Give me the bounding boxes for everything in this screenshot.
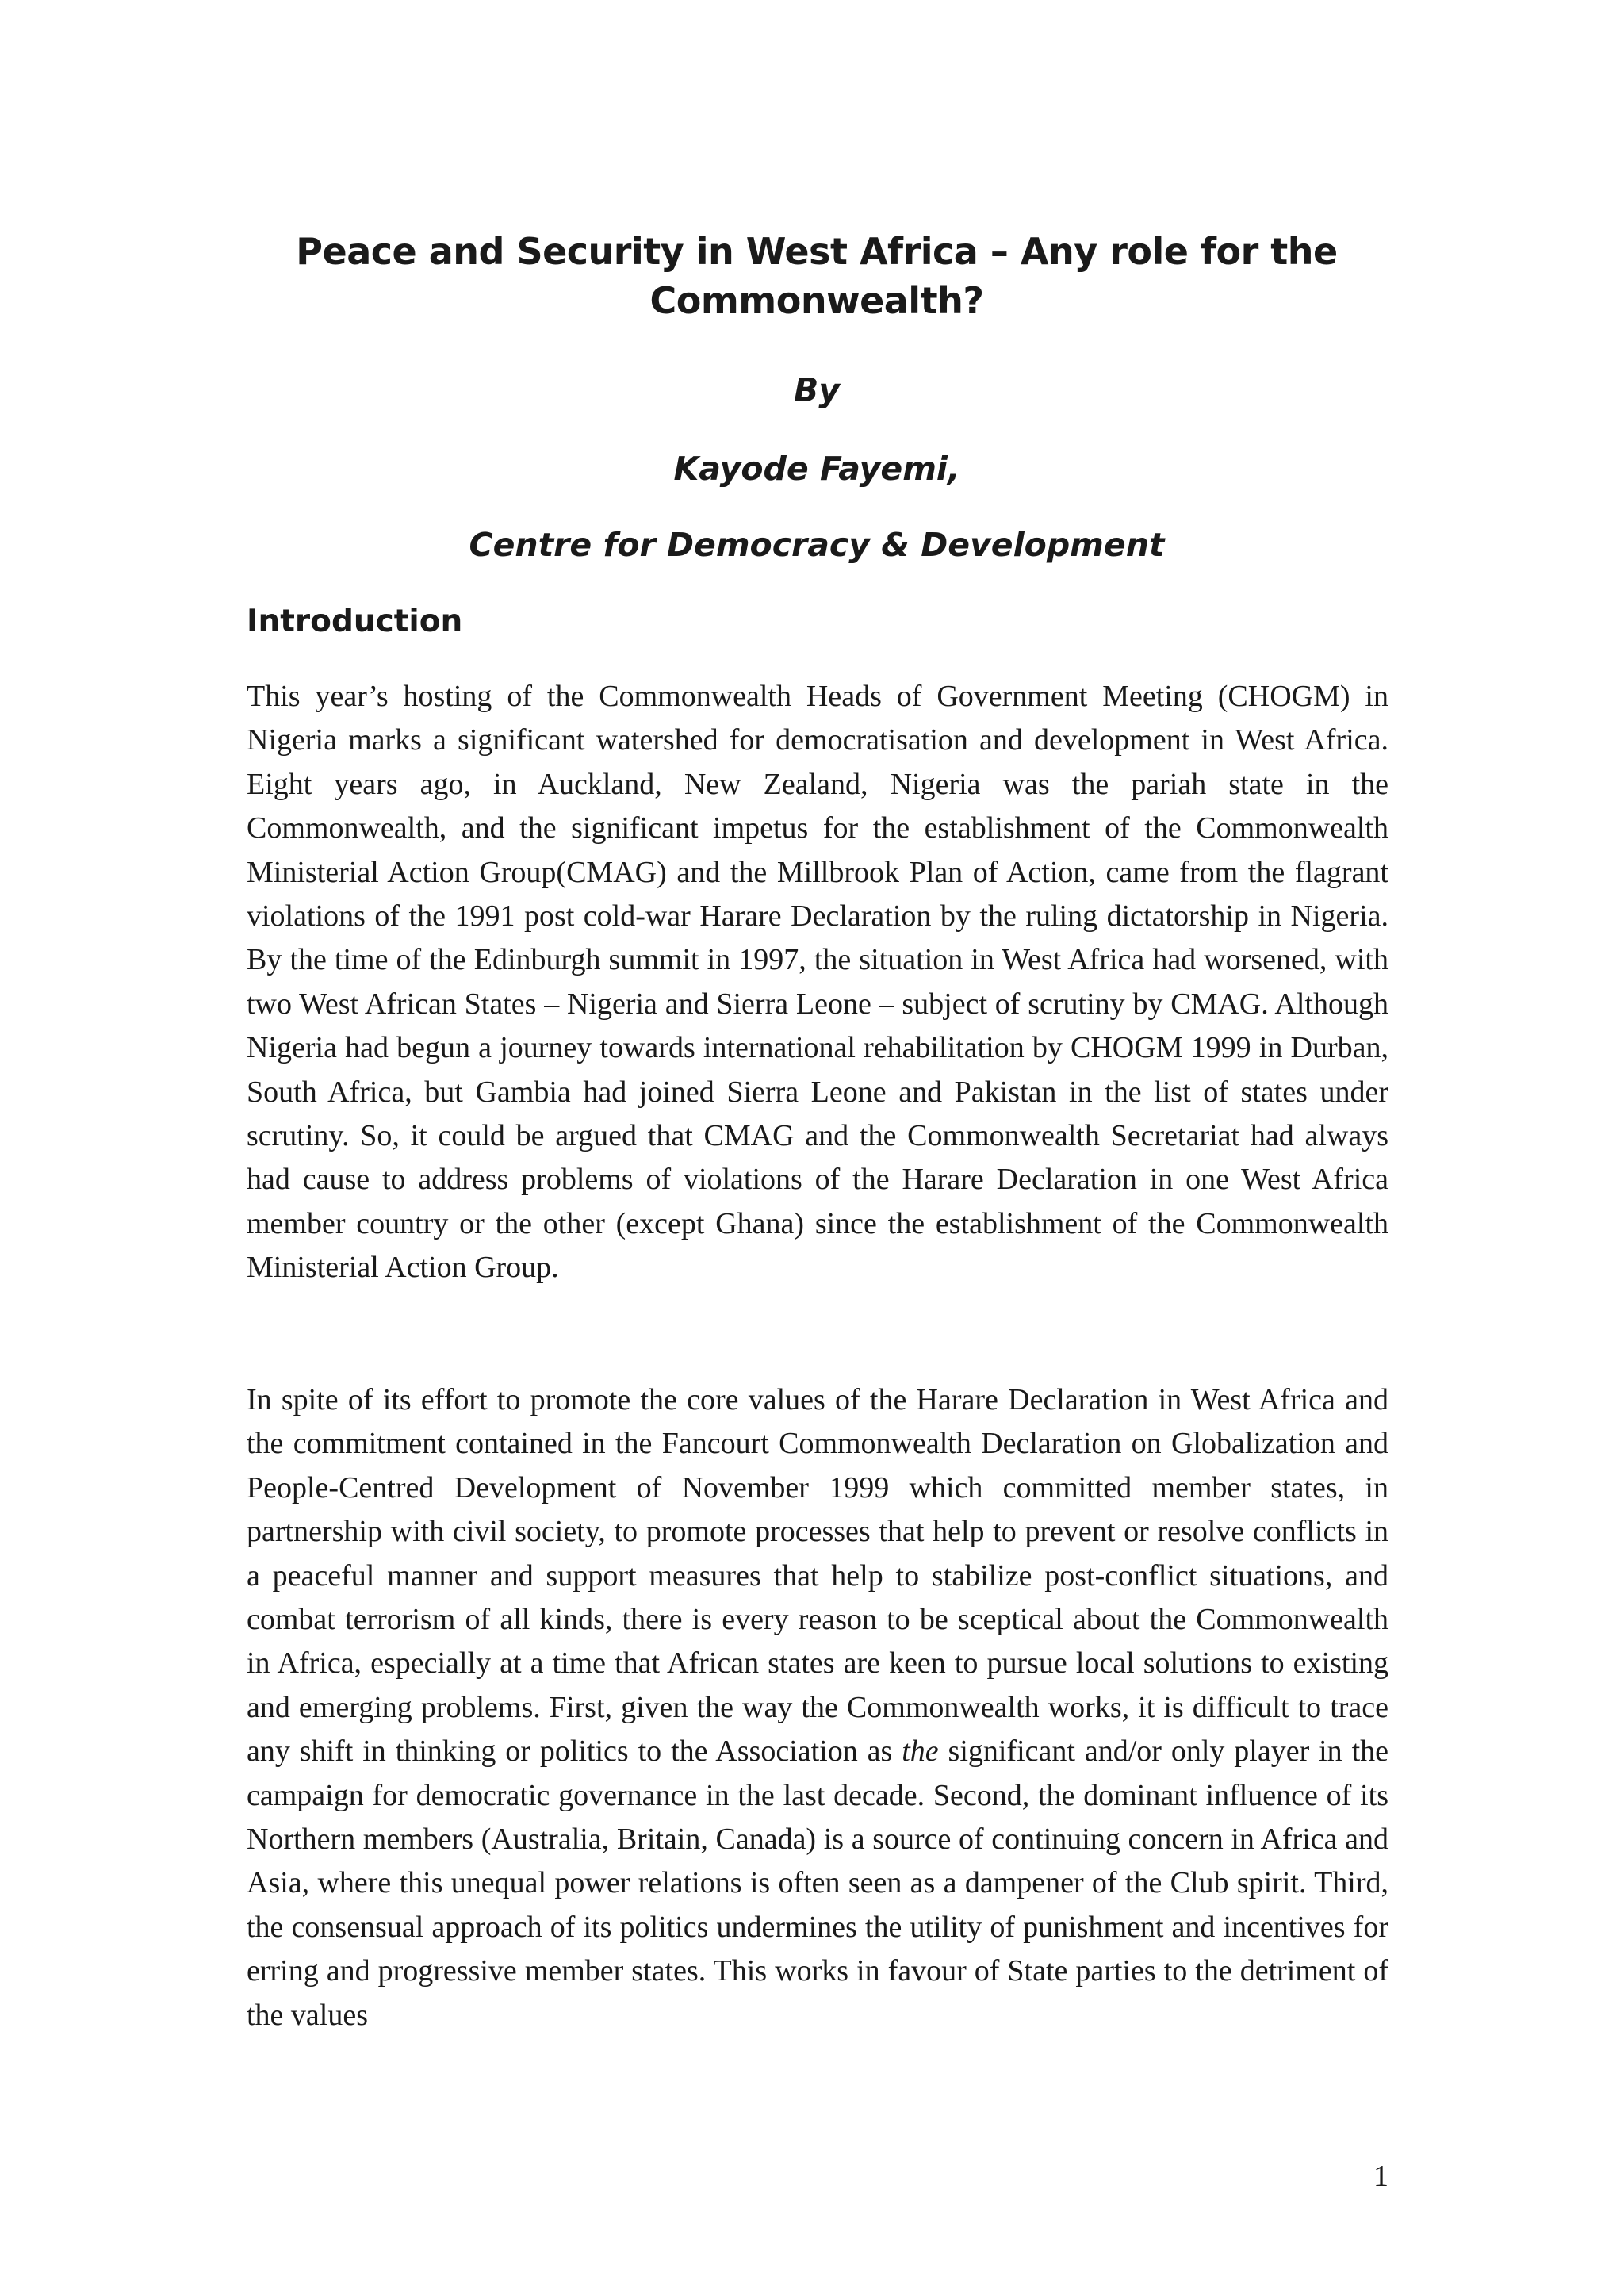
paragraph-text: In spite of its effort to promote the core values of the Harare Declaration in West Africa and the commitment contained in the Fancourt Commonwealth Declaration on Globalization and People-Centred Development of November 1999 which committed member states, in partnership with civil society, to promote processes that help to prevent or resolve conflicts in a peaceful manner and support measures that help to stabilize post-conflict situations, and combat terrorism of all kinds, there is every reason to be sceptical about the Commonwealth in Africa, especially at a time that African states are keen to pursue local solutions to existing and emerging problems. First, given the way the Commonwealth works, it is difficult to trace any shift in thinking or politics to the Association as	[247, 1383, 1388, 1769]
paragraph-text: significant and/or only player in the campaign for democratic governance in the last decade. Second, the dominant influence of its Northern members (Australia, Britain, Canada) is a source of continuing concern in Africa and Asia, where this unequal power relations is often seen as a dampener of the Club spirit. Third, the consensual approach of its politics undermines the utility of punishment and incentives for erring and progressive member states. This works in favour of State parties to the detriment of the values	[247, 1734, 1389, 2032]
body-paragraph: This year’s hosting of the Commonwealth Heads of Government Meeting (CHOGM) in Nigeria marks a significant watershed for democratisation and development in West Africa. Eight years ago, in Auckland, New Zealand, Nigeria was the pariah state in the Commonwealth, and the significant impetus for the establishment of the Commonwealth Ministerial Action Group(CMAG) and the Millbrook Plan of Action, came from the flagrant violations of the 1991 post cold-war Harare Declaration by the ruling dictatorship in Nigeria. By the time of the Edinburgh summit in 1997, the situation in West Africa had worsened, with two West African States – Nigeria and Sierra Leone – subject of scrutiny by CMAG. Although Nigeria had begun a journey towards international rehabilitation by CHOGM 1999 in Durban, South Africa, but Gambia had joined Sierra Leone and Pakistan in the list of states under scrutiny. So, it could be argued that CMAG and the Commonwealth Secretariat had always had cause to address problems of violations of the Harare Declaration in one West Africa member country or the other (except Ghana) since the establishment of the Commonwealth Ministerial Action Group.	[247, 680, 1388, 1285]
by-line: By	[794, 371, 840, 409]
document-title: Peace and Security in West Africa – Any role for the Commonwealth?	[296, 230, 1338, 322]
author-name: Kayode Fayemi,	[673, 450, 960, 488]
page-number: 1	[1373, 2160, 1388, 2193]
author-organization: Centre for Democracy & Development	[469, 526, 1165, 564]
section-heading: Introduction	[247, 604, 463, 639]
emphasized-word: the	[902, 1734, 939, 1769]
body-paragraph	[247, 1378, 1388, 2037]
